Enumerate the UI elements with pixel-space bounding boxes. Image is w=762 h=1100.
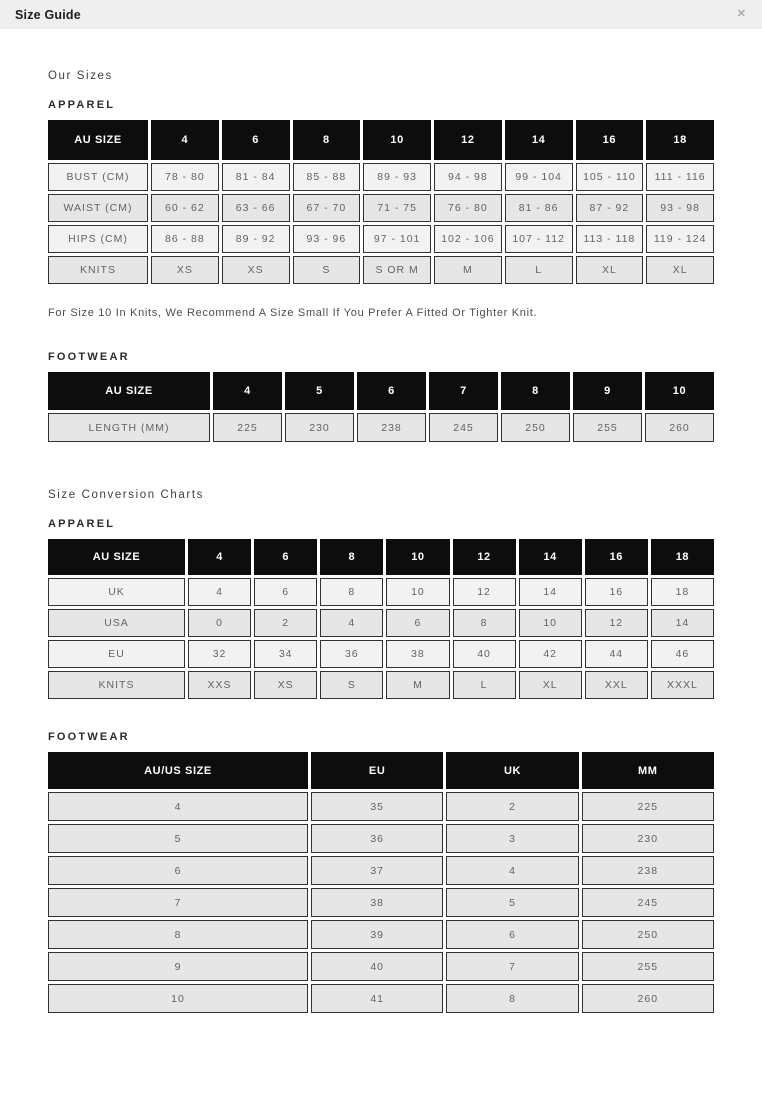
table-cell: 78 - 80 [151,163,219,191]
column-header-cell: AU SIZE [48,539,185,575]
conversion-apparel-label: APPAREL [48,518,116,530]
table-cell: 111 - 116 [646,163,714,191]
table-cell: 10 [519,609,582,637]
table-cell: L [505,256,573,284]
column-header-cell: EU [311,752,443,789]
table-cell: 36 [320,640,383,668]
column-header-cell: 4 [151,120,219,160]
table-cell: XL [646,256,714,284]
table-cell: 42 [519,640,582,668]
table-cell: 6 [386,609,449,637]
column-header-cell: 16 [585,539,648,575]
size-guide-content [0,70,762,1013]
table-cell: 97 - 101 [363,225,431,253]
table-cell: 260 [645,413,714,442]
column-header-cell: 10 [386,539,449,575]
row-label-cell: HIPS (CM) [48,225,148,253]
our-sizes-apparel-table [48,120,714,284]
column-header-cell: 14 [519,539,582,575]
table-cell: L [453,671,516,699]
table-cell: XL [519,671,582,699]
column-header-cell: AU SIZE [48,120,148,160]
table-cell: 250 [582,920,714,949]
table-cell: 2 [446,792,578,821]
table-cell: 5 [446,888,578,917]
table-cell: 34 [254,640,317,668]
table-cell: 14 [519,578,582,606]
table-cell: 85 - 88 [293,163,361,191]
table-cell: XS [151,256,219,284]
table-cell: 255 [573,413,642,442]
table-cell: 16 [585,578,648,606]
column-header-cell: UK [446,752,578,789]
column-header-cell: 8 [501,372,570,410]
table-cell: 10 [386,578,449,606]
close-icon[interactable]: ✕ [736,8,746,20]
table-cell: 44 [585,640,648,668]
column-header-cell: 12 [453,539,516,575]
column-header-cell: 6 [254,539,317,575]
column-header-cell: 4 [213,372,282,410]
table-cell: 230 [582,824,714,853]
table-cell: M [386,671,449,699]
table-cell: 245 [582,888,714,917]
table-cell: XXS [188,671,251,699]
column-header-cell: 7 [429,372,498,410]
column-header-cell: 8 [293,120,361,160]
table-cell: 99 - 104 [505,163,573,191]
column-header-cell: 5 [285,372,354,410]
table-cell: 89 - 92 [222,225,290,253]
row-label-cell: 10 [48,984,308,1013]
table-cell: 6 [446,920,578,949]
table-cell: 37 [311,856,443,885]
row-label-cell: LENGTH (MM) [48,413,210,442]
table-cell: 60 - 62 [151,194,219,222]
our-sizes-footwear-label: FOOTWEAR [48,351,130,363]
knits-note: For Size 10 In Knits, We Recommend A Size Small If You Prefer A Fitted Or Tighter Knit. [48,307,538,319]
row-label-cell: 6 [48,856,308,885]
row-label-cell: 5 [48,824,308,853]
conversion-heading: Size Conversion Charts [48,489,205,501]
column-header-cell: 9 [573,372,642,410]
table-cell: 0 [188,609,251,637]
table-cell: 38 [386,640,449,668]
table-cell: 36 [311,824,443,853]
column-header-cell: MM [582,752,714,789]
row-label-cell: 8 [48,920,308,949]
table-cell: 107 - 112 [505,225,573,253]
table-cell: 8 [453,609,516,637]
table-cell: M [434,256,502,284]
table-cell: 225 [582,792,714,821]
table-cell: 46 [651,640,714,668]
table-cell: 238 [357,413,426,442]
table-cell: 67 - 70 [293,194,361,222]
table-cell: 76 - 80 [434,194,502,222]
row-label-cell: EU [48,640,185,668]
table-cell: 260 [582,984,714,1013]
column-header-cell: 12 [434,120,502,160]
row-label-cell: BUST (CM) [48,163,148,191]
table-cell: 81 - 84 [222,163,290,191]
table-cell: S [320,671,383,699]
column-header-cell: AU SIZE [48,372,210,410]
table-cell: 119 - 124 [646,225,714,253]
column-header-cell: 6 [222,120,290,160]
column-header-cell: 6 [357,372,426,410]
conversion-footwear-table [48,752,714,1013]
column-header-cell: 10 [363,120,431,160]
table-cell: 2 [254,609,317,637]
row-label-cell: USA [48,609,185,637]
table-cell: 7 [446,952,578,981]
table-cell: 238 [582,856,714,885]
table-cell: 255 [582,952,714,981]
column-header-cell: 16 [576,120,644,160]
table-cell: 39 [311,920,443,949]
column-header-cell: AU/US SIZE [48,752,308,789]
table-cell: 245 [429,413,498,442]
conversion-footwear-label: FOOTWEAR [48,731,130,743]
row-label-cell: KNITS [48,671,185,699]
table-cell: 87 - 92 [576,194,644,222]
row-label-cell: 4 [48,792,308,821]
row-label-cell: 9 [48,952,308,981]
table-cell: XXXL [651,671,714,699]
column-header-cell: 18 [651,539,714,575]
table-cell: 35 [311,792,443,821]
table-cell: 41 [311,984,443,1013]
size-guide-header-bar [0,0,762,29]
table-cell: 225 [213,413,282,442]
table-cell: 12 [585,609,648,637]
row-label-cell: KNITS [48,256,148,284]
table-cell: XS [254,671,317,699]
table-cell: XS [222,256,290,284]
table-cell: 40 [453,640,516,668]
table-cell: 250 [501,413,570,442]
table-cell: 4 [320,609,383,637]
table-cell: XL [576,256,644,284]
table-cell: 3 [446,824,578,853]
row-label-cell: 7 [48,888,308,917]
table-cell: 38 [311,888,443,917]
our-sizes-apparel-label: APPAREL [48,99,116,111]
table-cell: S OR M [363,256,431,284]
table-cell: 40 [311,952,443,981]
column-header-cell: 8 [320,539,383,575]
conversion-apparel-table [48,539,714,699]
column-header-cell: 14 [505,120,573,160]
table-cell: 6 [254,578,317,606]
column-header-cell: 4 [188,539,251,575]
table-cell: 102 - 106 [434,225,502,253]
column-header-cell: 18 [646,120,714,160]
table-cell: 18 [651,578,714,606]
table-cell: 63 - 66 [222,194,290,222]
table-cell: 8 [446,984,578,1013]
row-label-cell: UK [48,578,185,606]
table-cell: 4 [446,856,578,885]
table-cell: 12 [453,578,516,606]
table-cell: 8 [320,578,383,606]
table-cell: 81 - 86 [505,194,573,222]
table-cell: 71 - 75 [363,194,431,222]
table-cell: 94 - 98 [434,163,502,191]
table-cell: 32 [188,640,251,668]
table-cell: 230 [285,413,354,442]
table-cell: 89 - 93 [363,163,431,191]
table-cell: S [293,256,361,284]
our-sizes-footwear-table [48,372,714,442]
table-cell: 113 - 118 [576,225,644,253]
our-sizes-heading: Our Sizes [48,70,113,82]
table-cell: XXL [585,671,648,699]
row-label-cell: WAIST (CM) [48,194,148,222]
table-cell: 93 - 96 [293,225,361,253]
table-cell: 14 [651,609,714,637]
column-header-cell: 10 [645,372,714,410]
table-cell: 93 - 98 [646,194,714,222]
table-cell: 86 - 88 [151,225,219,253]
table-cell: 105 - 110 [576,163,644,191]
page-title: Size Guide [15,7,81,22]
table-cell: 4 [188,578,251,606]
